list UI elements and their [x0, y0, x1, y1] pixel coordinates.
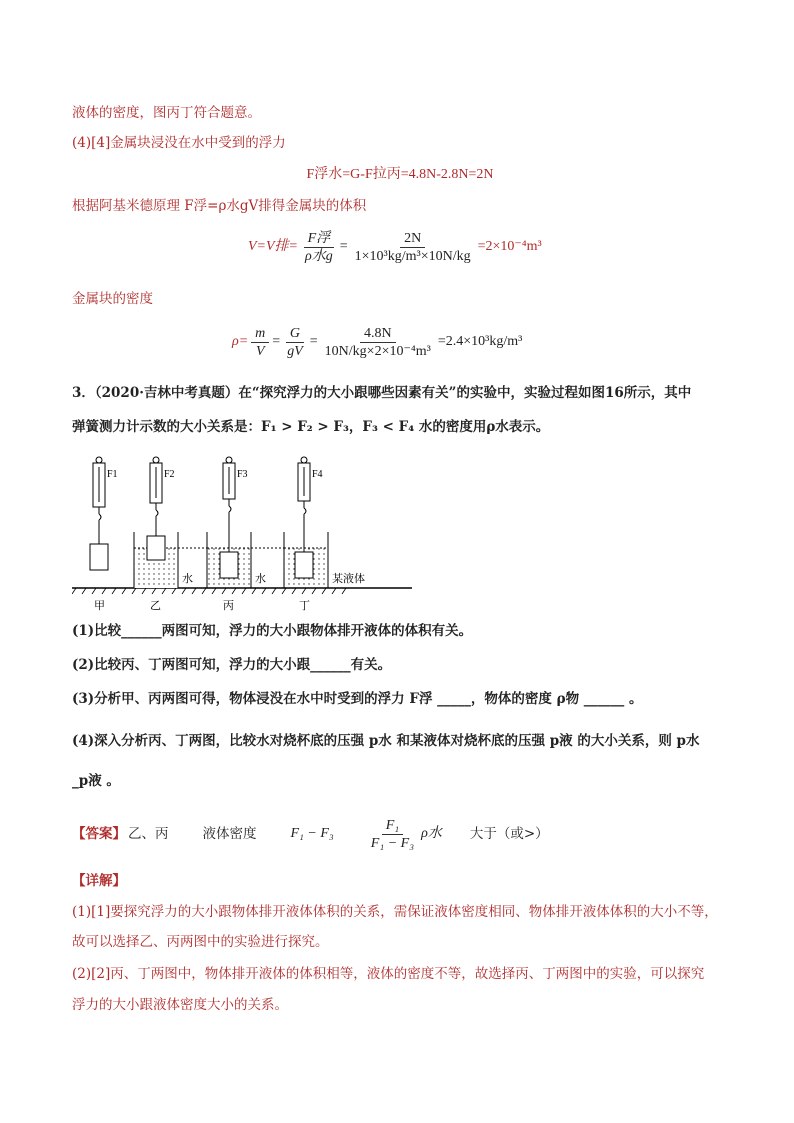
explanation-p2-line1: (2)[2]丙、丁两图中，物体排开液体的体积相等，液体的密度不等，故选择丙、丁两图中的实验，可以探究 — [72, 966, 705, 982]
volume-frac2-num: 2N — [400, 230, 425, 248]
density-label: 金属块的密度 — [72, 291, 153, 307]
density-frac1 — [251, 325, 269, 360]
label-f1: F1 — [107, 469, 118, 480]
density-frac2 — [283, 325, 307, 360]
volume-frac2-den: 1×10³kg/m³×10N/kg — [354, 248, 471, 264]
archimedes-text: 根据阿基米德原理 F浮=ρ水gV排得金属块的体积 — [72, 198, 367, 214]
q3-sub4-line2: _p液 。 — [72, 773, 120, 789]
liquid-label-yi: 水 — [182, 573, 193, 585]
answer-1: 乙、丙 — [128, 826, 169, 842]
explanation-p1-line1: (1)[1]要探究浮力的大小跟物体排开液体体积的关系，需保证液体密度相同、物体排开液体体积的大小不等， — [72, 904, 718, 920]
answer-label: 【答案】 — [72, 826, 126, 842]
caption-yi: 乙 — [150, 600, 161, 612]
answer-line — [72, 814, 549, 854]
label-f2: F2 — [164, 469, 175, 480]
q3-stem-line2: 弹簧测力计示数的大小关系是：F₁ > F₂ > F₃，F₃ < F₄ 水的密度用ρ水表示。 — [72, 419, 550, 435]
density-frac1-num: m — [251, 325, 269, 343]
label-f4: F4 — [312, 469, 323, 480]
volume-equation: V=V排= $\frac{\text{F浮}}{\text{ρ水g}}$ = $\frac{2N}{\text{1×10³kg/m³×10N/kg}}$ =2×10⁻⁴m³ — [248, 230, 542, 264]
experiment-figure — [72, 452, 412, 614]
q3-sub1: (1)比较______两图可知，浮力的大小跟物体排开液体的体积有关。 — [72, 623, 473, 639]
label-f3: F3 — [237, 469, 248, 480]
buoyancy-equation: F浮水=G-F拉丙=4.8N-2.8N=2N — [306, 167, 494, 182]
caption-bing: 丙 — [223, 600, 234, 612]
explanation-p2-line2: 浮力的大小跟液体密度大小的关系。 — [72, 997, 288, 1013]
setup-ding — [284, 457, 365, 588]
density-eq-right: =2.4×10³kg/m³ — [437, 334, 523, 349]
density-frac3-num: 4.8N — [360, 325, 396, 343]
density-eq-left: ρ= — [232, 334, 249, 349]
density-frac2-num: G — [286, 325, 304, 343]
intro-line: 液体的密度，图丙丁符合题意。 — [72, 105, 261, 121]
caption-jia: 甲 — [94, 600, 105, 612]
q3-sub2: (2)比较丙、丁两图可知，浮力的大小跟______有关。 — [72, 657, 392, 673]
answer-4 — [364, 817, 442, 852]
answer-3: F₁ − F₃ — [290, 826, 334, 841]
liquid-label-bing: 水 — [255, 573, 266, 585]
density-equation: ρ= $\frac{m}{V}$ = $\frac{G}{gV}$ = $\frac{4.8N}{\text{10N/kg×2×10⁻⁴m³}}$ =2.4×10³kg/m³ — [232, 325, 523, 359]
density-frac1-den: V — [255, 343, 265, 359]
setup-jia — [90, 457, 118, 570]
density-frac3-den: 10N/kg×2×10⁻⁴m³ — [324, 343, 431, 359]
volume-eq-left: V=V排= — [248, 239, 298, 254]
volume-frac1-den: ρ水g — [305, 248, 333, 264]
setup-bing — [207, 457, 266, 588]
answer-4-num: F₁ — [382, 817, 403, 835]
explanation-label: 【详解】 — [72, 873, 126, 889]
caption-ding: 丁 — [299, 600, 310, 612]
answer-5: 大于（或>） — [469, 826, 549, 842]
liquid-label-ding: 某液体 — [332, 573, 365, 585]
answer-4-frac — [367, 817, 418, 852]
explanation-p1-line2: 故可以选择乙、丙两图中的实验进行探究。 — [72, 934, 329, 950]
density-frac3 — [321, 325, 435, 360]
volume-frac2 — [351, 230, 475, 265]
volume-frac1-num: F浮 — [304, 230, 335, 248]
volume-eq-right: =2×10⁻⁴m³ — [477, 239, 542, 254]
setup-yi — [134, 457, 193, 588]
volume-frac1 — [301, 230, 337, 265]
answer-2: 液体密度 — [202, 826, 257, 842]
item4-label: (4)[4]金属块浸没在水中受到的浮力 — [72, 135, 286, 151]
q3-sub3: (3)分析甲、丙两图可得，物体浸没在水中时受到的浮力 F浮 _____，物体的密度 ρ物 ______ 。 — [72, 691, 643, 707]
density-frac2-den: gV — [287, 343, 303, 359]
q3-stem-line1: 3．（2020·吉林中考真题）在“探究浮力的大小跟哪些因素有关”的实验中，实验过程如图16所示，其中 — [72, 385, 692, 401]
answer-4-den: F₁ − F₃ — [370, 835, 415, 851]
answer-4-suffix: ρ水 — [421, 826, 442, 841]
q3-sub4-line1: (4)深入分析丙、丁两图，比较水对烧杯底的压强 p水 和某液体对烧杯底的压强 p液 的大小关系，则 p水 — [72, 733, 700, 749]
